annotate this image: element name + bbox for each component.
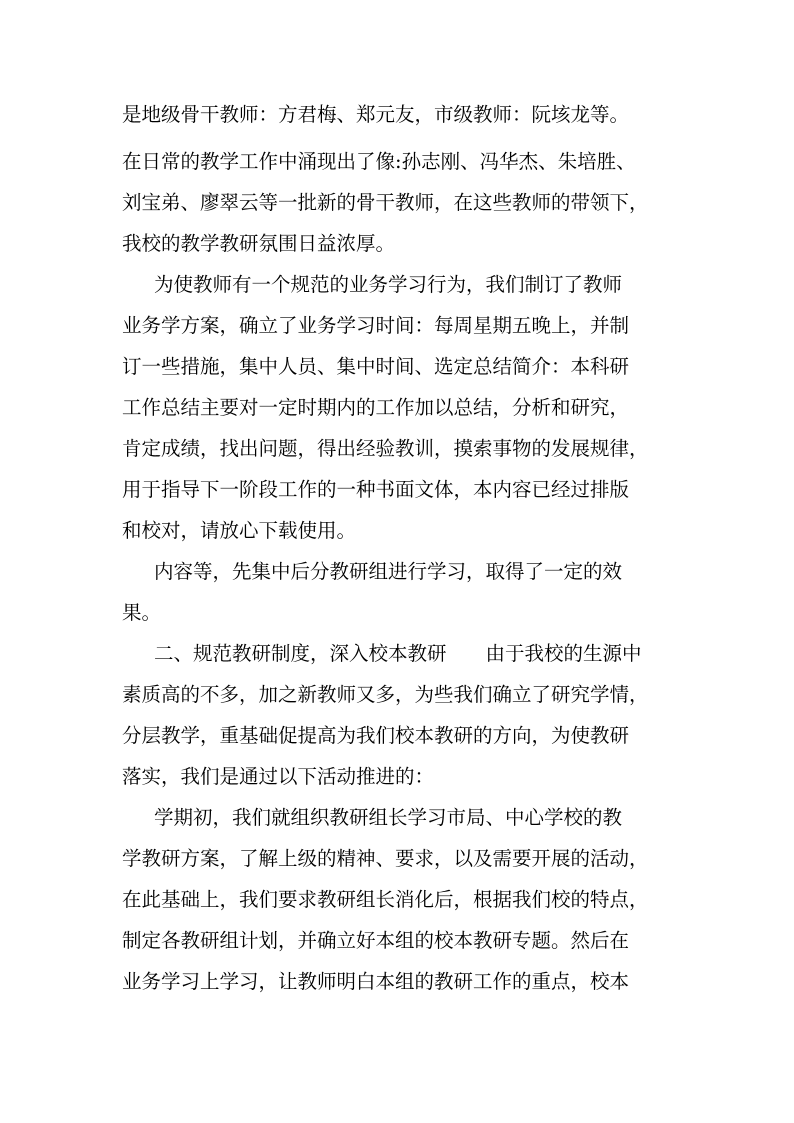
section-heading-line: 二、规范教研制度，深入校本教研 由于我校的生源中	[154, 642, 642, 665]
text-line: 分层教学，重基础促提高为我们校本教研的方向，为使教研	[122, 724, 630, 747]
text-line: 学教研方案，了解上级的精神、要求，以及需要开展的活动，	[122, 847, 649, 870]
text-line: 业务学习上学习，让教师明白本组的教研工作的重点，校本	[122, 970, 630, 993]
text-line: 用于指导下一阶段工作的一种书面文体，本内容已经过排版	[122, 478, 630, 501]
text-line: 内容等，先集中后分教研组进行学习，取得了一定的效	[154, 560, 623, 583]
text-line: 果。	[122, 601, 162, 624]
text-line: 刘宝弟、廖翠云等一批新的骨干教师，在这些教师的带领下，	[122, 191, 649, 214]
text-line: 在日常的教学工作中涌现出了像:孙志刚、冯华杰、朱培胜、	[122, 150, 636, 173]
text-line: 素质高的不多，加之新教师又多，为些我们确立了研究学情，	[122, 683, 649, 706]
text-line: 业务学方案，确立了业务学习时间：每周星期五晚上，并制	[122, 314, 630, 337]
text-line: 为使教师有一个规范的业务学习行为，我们制订了教师	[154, 273, 623, 296]
text-line: 订一些措施，集中人员、集中时间、选定总结简介：本科研	[122, 355, 630, 378]
text-line: 是地级骨干教师：方君梅、郑元友，市级教师：阮垓龙等。	[122, 103, 630, 126]
text-line: 制定各教研组计划，并确立好本组的校本教研专题。然后在	[122, 929, 630, 952]
text-line: 落实，我们是通过以下活动推进的：	[122, 765, 435, 788]
text-line: 肯定成绩，找出问题，得出经验教训，摸索事物的发展规律，	[122, 437, 649, 460]
text-line: 我校的教学教研氛围日益浓厚。	[122, 232, 396, 255]
text-line: 学期初，我们就组织教研组长学习市局、中心学校的教	[154, 806, 623, 829]
text-line: 和校对，请放心下载使用。	[122, 519, 357, 542]
text-line: 工作总结主要对一定时期内的工作加以总结，分析和研究，	[122, 396, 630, 419]
text-line: 在此基础上，我们要求教研组长消化后，根据我们校的特点，	[122, 888, 649, 911]
